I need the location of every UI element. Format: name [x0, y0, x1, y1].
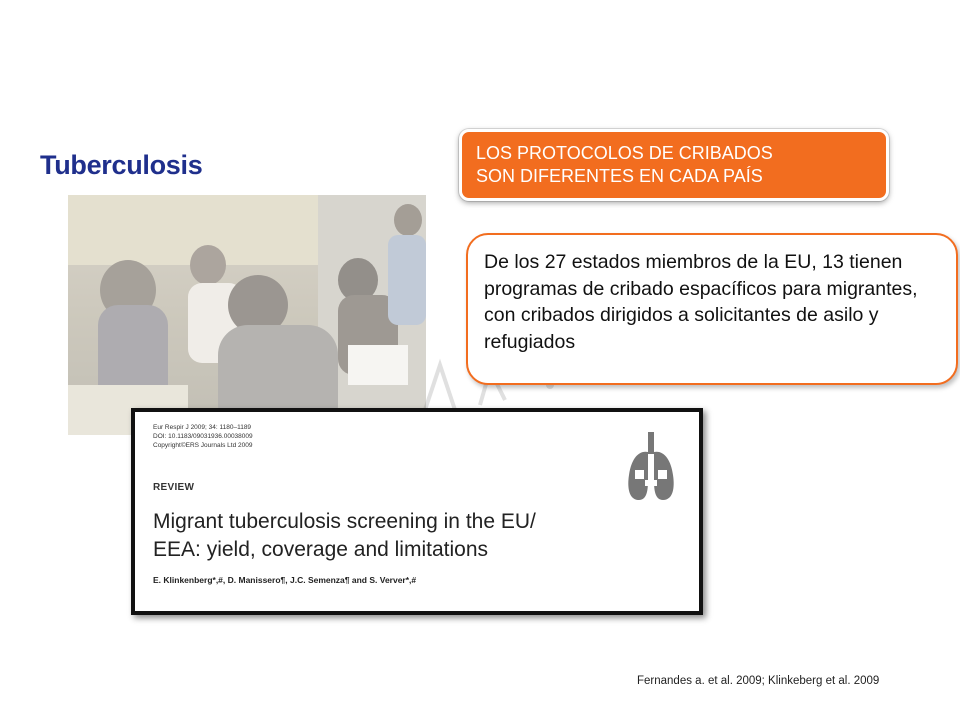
paper-meta-line: Eur Respir J 2009; 34: 1180–1189 [153, 424, 252, 431]
info-text-box: De los 27 estados miembros de la EU, 13 tienen programas de cribado espacíficos para migrantes, con cribados dirigidos a solicitantes de asilo y refugiados [466, 233, 958, 385]
paper-screenshot [131, 408, 703, 615]
paper-meta [153, 423, 253, 450]
paper-title [153, 508, 613, 564]
paper-meta-line: Copyright©ERS Journals Ltd 2009 [153, 442, 253, 449]
background-photo [68, 195, 426, 435]
slide-title: Tuberculosis [40, 150, 203, 180]
callout-line-1: LOS PROTOCOLOS DE CRIBADOS [476, 143, 773, 163]
callout-banner [459, 129, 889, 201]
paper-section-label: REVIEW [153, 482, 195, 493]
paper-meta-line: DOI: 10.1183/09031936.00038009 [153, 433, 253, 440]
lungs-logo-icon [623, 430, 679, 504]
paper-title-line-1: Migrant tuberculosis screening in the EU/ [153, 510, 536, 533]
paper-authors: E. Klinkenberg*,#, D. Manissero¶, J.C. Semenza¶ and S. Verver*,# [153, 575, 417, 585]
paper-title-line-2: EEA: yield, coverage and limitations [153, 538, 489, 561]
citation: Fernandes a. et al. 2009; Klinkeberg et al. 2009 [637, 675, 880, 687]
callout-line-2: SON DIFERENTES EN CADA PAÍS [476, 166, 763, 186]
